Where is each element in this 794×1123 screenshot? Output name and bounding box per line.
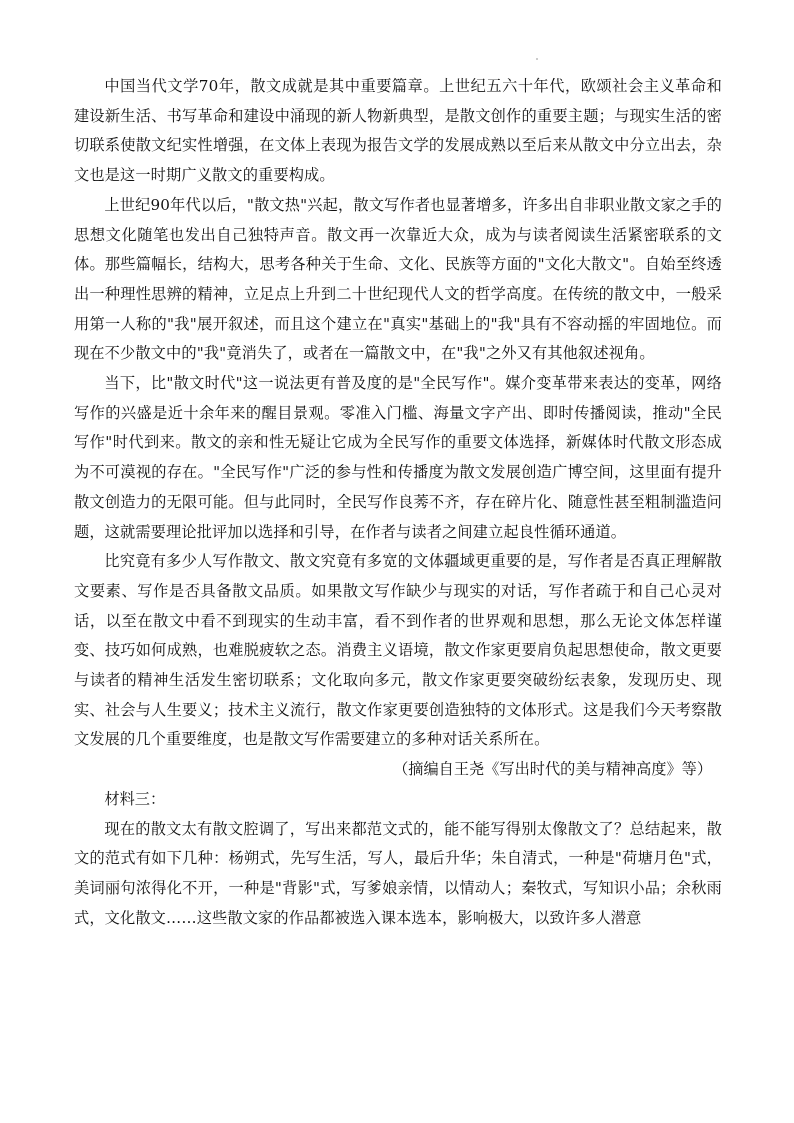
paragraph-3: 当下，比"散文时代"这一说法更有普及度的是"全民写作"。媒介变革带来表达的变革，网络写作的兴盛是近十余年来的醒目景观。零准入门槛、海量文字产出、即时传播阅读，推动"全民写作"时代到来。散文的亲和性无疑让它成为全民写作的重要文体选择，新媒体时代散文形态成为不可漠视的存在。"全民写作"广泛的参与性和传播度为散文发展创造广博空间，这里面有提升散文创造力的无限可能。但与此同时，全民写作良莠不齐，存在碎片化、随意性甚至粗制滥造问题，这就需要理论批评加以选择和引导，在作者与读者之间建立起良性循环通道。 — [74, 374, 722, 541]
source-citation: （摘编自王尧《写出时代的美与精神高度》等） — [393, 760, 712, 779]
scan-speck — [536, 58, 538, 60]
paragraph-1: 中国当代文学70年，散文成就是其中重要篇章。上世纪五六十年代，欧颂社会主义革命和建设新生活、书写革命和建设中涌现的新人物新典型，是散文创作的重要主题；与现实生活的密切联系使散文纪实性增强，在文体上表现为报告文学的发展成熟以至后来从散文中分立出去，杂文也是这一时期广义散文的重要构成。 — [74, 77, 722, 185]
material-3-paragraph: 现在的散文太有散文腔调了，写出来都范文式的，能不能写得别太像散文了？总结起来，散文的范式有如下几种：杨朔式，先写生活，写人，最后升华；朱自清式，一种是"荷塘月色"式，美词丽句浓得化不开，一种是"背影"式，写爹娘亲情，以情动人；秦牧式，写知识小品；余秋雨式，文化散文……这些散文家的作品都被选入课本选本，影响极大，以致许多人潜意 — [74, 819, 722, 927]
paragraph-2: 上世纪90年代以后，"散文热"兴起，散文写作者也显著增多，许多出自非职业散文家之手的思想文化随笔也发出自己独特声音。散文再一次靠近大众，成为与读者阅读生活紧密联系的文体。那些篇幅长，结构大，思考各种关于生命、文化、民族等方面的"文化大散文"。自始至终透出一种理性思辨的精神，立足点上升到二十世纪现代人文的哲学高度。在传统的散文中，一般采用第一人称的"我"展开叙述，而且这个建立在"真实"基础上的"我"具有不容动摇的牢固地位。而现在不少散文中的"我"竟消失了，或者在一篇散文中，在"我"之外又有其他叙述视角。 — [74, 195, 722, 363]
paragraph-4: 比究竟有多少人写作散文、散文究竟有多宽的文体疆域更重要的是，写作者是否真正理解散文要素、写作是否具备散文品质。如果散文写作缺少与现实的对话，写作者疏于和自己心灵对话，以至在散文中看不到现实的生动丰富，看不到作者的世界观和思想，那么无论文体怎样谨变、技巧如何成熟，也难脱疲软之态。消费主义语境，散文作家更要肩负起思想使命，散文更要与读者的精神生活发生密切联系；文化取向多元，散文作家更要突破纷纭表象，发现历史、现实、社会与人生要义；技术主义流行，散文作家更要创造独特的文体形式。这是我们今天考察散文发展的几个重要维度，也是散文写作需要建立的多种对话关系所在。 — [74, 552, 722, 749]
document-body — [74, 72, 722, 933]
section-heading-material-3: 材料三： — [104, 789, 166, 808]
